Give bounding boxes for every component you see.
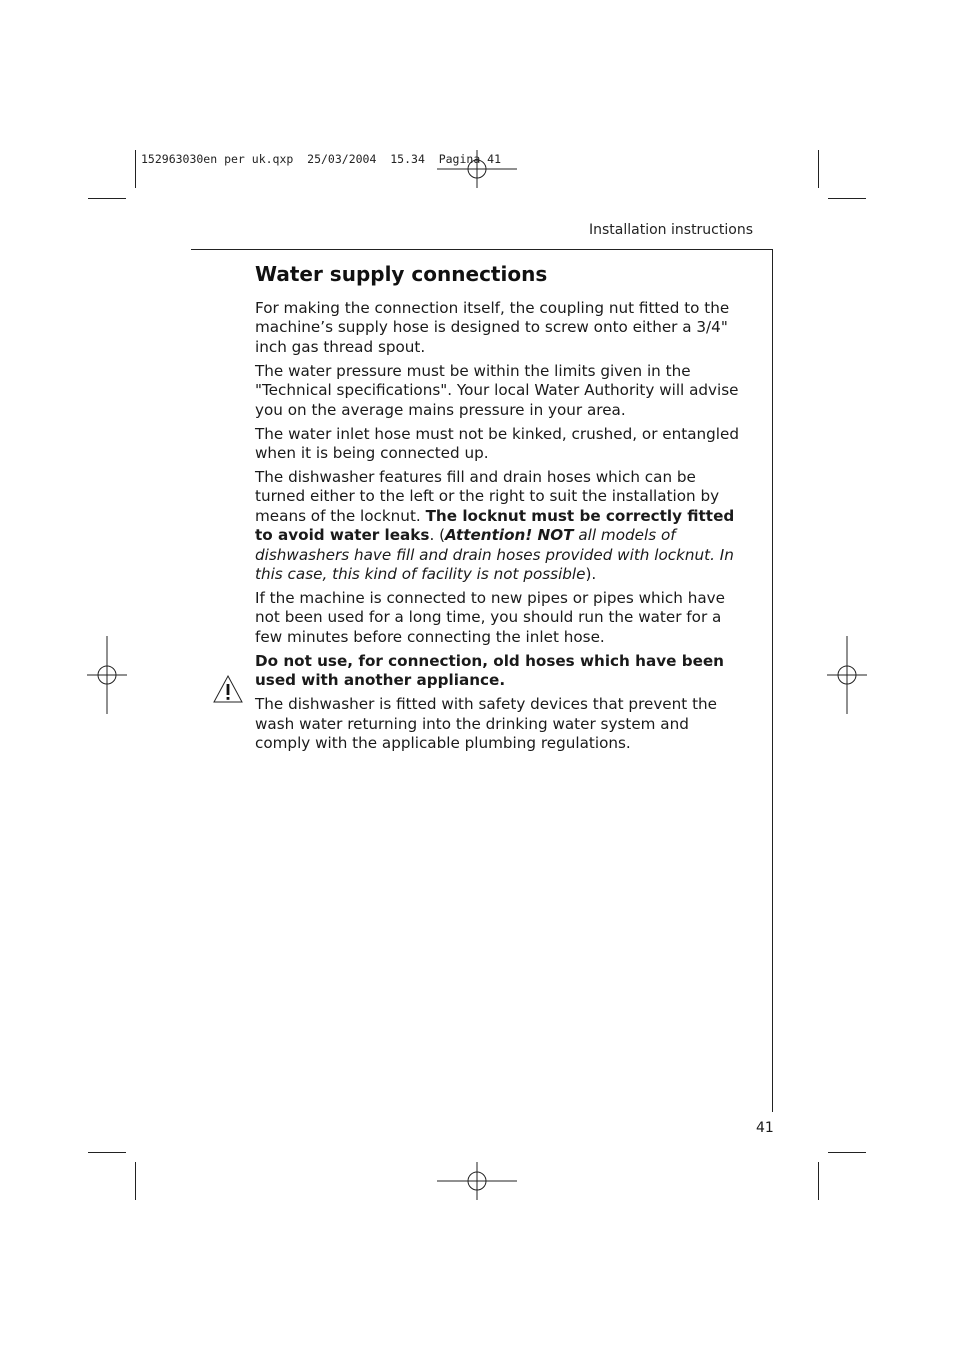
- page-frame-right-rule: [772, 249, 773, 1112]
- page-number: 41: [756, 1120, 774, 1136]
- registration-mark-left: [87, 636, 127, 714]
- print-slug-line: 152963030en per uk.qxp 25/03/2004 15.34 Pagina 41: [141, 152, 502, 166]
- locknut-bold-text: The locknut must be correctly fitted to avoid water leaks: [255, 506, 735, 545]
- crop-mark-bottom-right-vertical: [818, 1162, 819, 1200]
- header-rule: [191, 249, 772, 250]
- crop-mark-bottom-left-horizontal: [88, 1152, 126, 1153]
- locknut-punct-close: ).: [585, 565, 597, 584]
- locknut-text: The dishwasher features fill and drain hoses which can be turned either to the left or the right to suit the installation by means of the locknut.: [255, 468, 720, 525]
- crop-mark-top-left-vertical: [135, 150, 136, 188]
- page-title: Water supply connections: [255, 262, 548, 286]
- crop-mark-top-right-horizontal: [828, 198, 866, 199]
- locknut-italic-note: all models of dishwashers have fill and drain hoses provided with locknut. In this case, this kind of facility is not possible: [255, 526, 734, 584]
- warning-triangle-icon: [212, 674, 244, 704]
- crop-mark-bottom-right-horizontal: [828, 1152, 866, 1153]
- paragraph-new-pipes: If the machine is connected to new pipes or pipes which have not been used for a long time, you should run the water for a few minutes before connecting the inlet hose.: [255, 589, 725, 646]
- registration-mark-right: [827, 636, 867, 714]
- attention-label: Attention! NOT: [445, 526, 574, 545]
- registration-mark-bottom: [437, 1162, 517, 1202]
- crop-mark-top-right-vertical: [818, 150, 819, 188]
- paragraph-inlet-hose: The water inlet hose must not be kinked, crushed, or entangled when it is being connected up.: [255, 424, 739, 463]
- paragraph-locknut: [255, 468, 747, 584]
- paragraph-coupling-nut: For making the connection itself, the coupling nut fitted to the machine’s supply hose is designed to screw onto either a 3/4" inch gas thread spout.: [255, 299, 730, 356]
- paragraph-safety-devices: The dishwasher is fitted with safety devices that prevent the wash water returning into the drinking water system and comply with the applicable plumbing regulations.: [255, 695, 717, 753]
- crop-mark-bottom-left-vertical: [135, 1162, 136, 1200]
- crop-mark-top-left-horizontal: [88, 198, 126, 199]
- paragraph-water-pressure: The water pressure must be within the limits given in the "Technical specifications". Your local Water Authority will advise you on the average mains pressure in your area.: [255, 361, 739, 419]
- locknut-punct-open: . (: [429, 526, 446, 545]
- body-text: [255, 299, 747, 758]
- running-header: Installation instructions: [589, 222, 753, 238]
- warning-old-hoses: Do not use, for connection, old hoses which have been used with another appliance.: [255, 651, 724, 690]
